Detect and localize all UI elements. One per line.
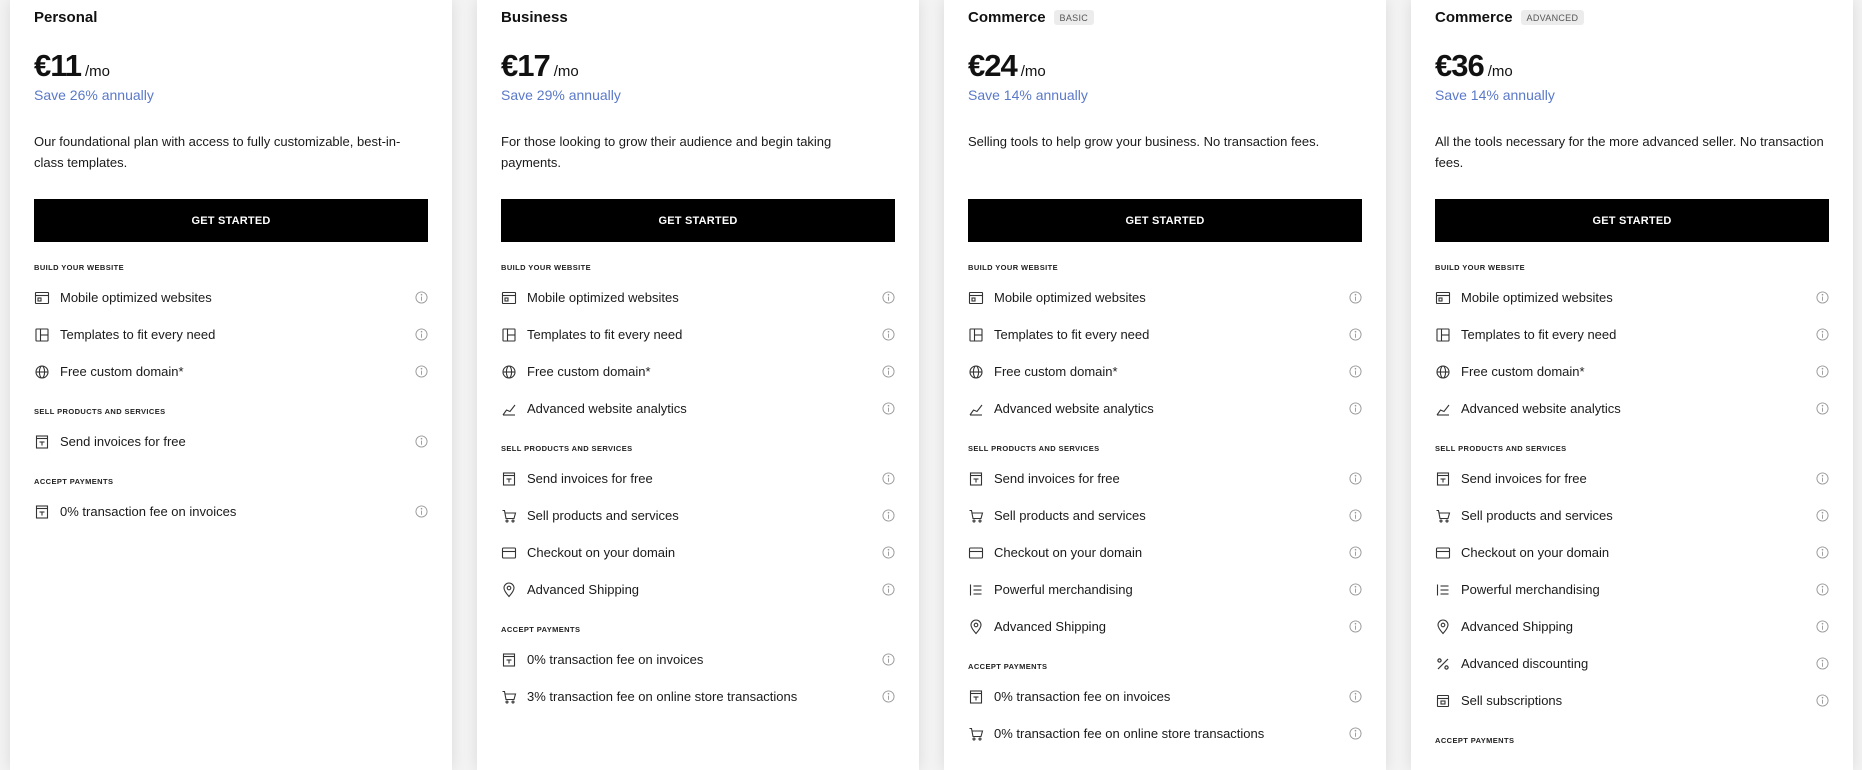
info-icon[interactable] bbox=[882, 472, 895, 485]
feature-label: Templates to fit every need bbox=[1461, 327, 1617, 342]
feature-label: 0% transaction fee on invoices bbox=[994, 689, 1171, 704]
feature-item bbox=[968, 460, 1362, 497]
analytics-icon bbox=[501, 401, 517, 417]
info-icon[interactable] bbox=[1349, 546, 1362, 559]
info-icon[interactable] bbox=[1349, 620, 1362, 633]
feature-label: Mobile optimized websites bbox=[994, 290, 1146, 305]
card-icon bbox=[501, 545, 517, 561]
card-icon bbox=[968, 545, 984, 561]
info-icon[interactable] bbox=[1816, 657, 1829, 670]
feature-label: 0% transaction fee on invoices bbox=[60, 504, 237, 519]
plan-price-period: /mo bbox=[553, 63, 579, 80]
invoice-icon bbox=[34, 434, 50, 450]
feature-label: Free custom domain* bbox=[1461, 364, 1585, 379]
info-icon[interactable] bbox=[1816, 328, 1829, 341]
info-icon[interactable] bbox=[1349, 509, 1362, 522]
feature-item bbox=[968, 353, 1362, 390]
plan-name: Personal bbox=[34, 9, 98, 26]
feature-label: Send invoices for free bbox=[60, 434, 186, 449]
feature-item bbox=[968, 715, 1362, 752]
plan-annual-savings: Save 26% annually bbox=[34, 87, 154, 103]
feature-item bbox=[34, 493, 428, 530]
cart-icon bbox=[501, 508, 517, 524]
plan-card-personal bbox=[10, 0, 452, 770]
plan-price-period: /mo bbox=[1020, 63, 1046, 80]
plan-name: Commerce bbox=[968, 9, 1046, 26]
info-icon[interactable] bbox=[415, 328, 428, 341]
feature-label: 3% transaction fee on online store transactions bbox=[527, 689, 798, 704]
plan-feature-list bbox=[501, 257, 895, 726]
globe-icon bbox=[968, 364, 984, 380]
feature-section bbox=[34, 401, 428, 460]
info-icon[interactable] bbox=[1349, 690, 1362, 703]
plan-price-period: /mo bbox=[85, 63, 111, 80]
plan-price: €11 bbox=[34, 48, 82, 83]
list-icon bbox=[1435, 582, 1451, 598]
feature-item bbox=[1435, 497, 1829, 534]
layout-icon bbox=[1435, 327, 1451, 343]
info-icon[interactable] bbox=[1816, 365, 1829, 378]
plan-header bbox=[1435, 9, 1584, 26]
info-icon[interactable] bbox=[1349, 328, 1362, 341]
feature-item bbox=[968, 534, 1362, 571]
plan-tier-badge: BASIC bbox=[1054, 10, 1095, 25]
analytics-icon bbox=[1435, 401, 1451, 417]
feature-item bbox=[501, 390, 895, 427]
cart-icon bbox=[1435, 508, 1451, 524]
feature-label: Free custom domain* bbox=[994, 364, 1118, 379]
feature-section-title: ACCEPT PAYMENTS bbox=[968, 662, 1048, 671]
feature-section-title: BUILD YOUR WEBSITE bbox=[1435, 263, 1525, 272]
info-icon[interactable] bbox=[415, 505, 428, 518]
feature-section bbox=[34, 257, 428, 390]
info-icon[interactable] bbox=[882, 509, 895, 522]
cart-icon bbox=[968, 726, 984, 742]
plan-tier-badge: ADVANCED bbox=[1521, 10, 1585, 25]
plan-annual-savings: Save 14% annually bbox=[1435, 87, 1555, 103]
feature-section-title: ACCEPT PAYMENTS bbox=[501, 625, 581, 634]
get-started-button[interactable]: GET STARTED bbox=[501, 199, 895, 242]
feature-section-title: SELL PRODUCTS AND SERVICES bbox=[501, 444, 633, 453]
plan-price-row bbox=[501, 48, 579, 84]
feature-item bbox=[501, 678, 895, 715]
plan-feature-list bbox=[968, 257, 1362, 763]
feature-label: Free custom domain* bbox=[527, 364, 651, 379]
feature-item bbox=[1435, 279, 1829, 316]
info-icon[interactable] bbox=[415, 365, 428, 378]
info-icon[interactable] bbox=[1816, 402, 1829, 415]
get-started-button[interactable]: GET STARTED bbox=[968, 199, 1362, 242]
plan-description: All the tools necessary for the more advanced seller. No transaction fees. bbox=[1435, 134, 1824, 170]
plan-name: Commerce bbox=[1435, 9, 1513, 26]
subscription-icon bbox=[1435, 693, 1451, 709]
info-icon[interactable] bbox=[415, 291, 428, 304]
get-started-button[interactable]: GET STARTED bbox=[1435, 199, 1829, 242]
feature-label: Send invoices for free bbox=[527, 471, 653, 486]
plan-feature-list bbox=[34, 257, 428, 541]
feature-section-title: BUILD YOUR WEBSITE bbox=[968, 263, 1058, 272]
feature-label: Sell products and services bbox=[994, 508, 1146, 523]
plan-description: Our foundational plan with access to fully customizable, best-in-class templates. bbox=[34, 134, 401, 170]
feature-label: Advanced discounting bbox=[1461, 656, 1589, 671]
plan-price-row bbox=[1435, 48, 1513, 84]
feature-section-title: ACCEPT PAYMENTS bbox=[34, 477, 114, 486]
info-icon[interactable] bbox=[1816, 620, 1829, 633]
plan-card-commerce-advanced bbox=[1411, 0, 1853, 770]
browser-icon bbox=[1435, 290, 1451, 306]
feature-label: Advanced website analytics bbox=[527, 401, 687, 416]
feature-label: Powerful merchandising bbox=[994, 582, 1133, 597]
feature-section bbox=[968, 656, 1362, 752]
feature-item bbox=[1435, 316, 1829, 353]
feature-section bbox=[501, 257, 895, 427]
info-icon[interactable] bbox=[1349, 472, 1362, 485]
cart-icon bbox=[501, 689, 517, 705]
browser-icon bbox=[34, 290, 50, 306]
browser-icon bbox=[968, 290, 984, 306]
feature-section bbox=[1435, 730, 1829, 752]
feature-item bbox=[1435, 353, 1829, 390]
plan-price-row bbox=[34, 48, 110, 84]
feature-section bbox=[34, 471, 428, 530]
feature-label: 0% transaction fee on invoices bbox=[527, 652, 704, 667]
cart-icon bbox=[968, 508, 984, 524]
globe-icon bbox=[1435, 364, 1451, 380]
feature-label: Checkout on your domain bbox=[994, 545, 1143, 560]
feature-label: Advanced Shipping bbox=[994, 619, 1107, 634]
feature-item bbox=[968, 390, 1362, 427]
feature-item bbox=[968, 571, 1362, 608]
info-icon[interactable] bbox=[882, 365, 895, 378]
plan-price-period: /mo bbox=[1487, 63, 1513, 80]
plan-annual-savings: Save 29% annually bbox=[501, 87, 621, 103]
plan-header bbox=[968, 9, 1094, 26]
feature-section-title: BUILD YOUR WEBSITE bbox=[501, 263, 591, 272]
plan-price: €17 bbox=[501, 48, 550, 83]
feature-item bbox=[968, 279, 1362, 316]
feature-item bbox=[501, 279, 895, 316]
plan-header bbox=[501, 9, 568, 26]
invoice-icon bbox=[501, 471, 517, 487]
plan-header bbox=[34, 9, 97, 26]
feature-item bbox=[501, 571, 895, 608]
feature-item bbox=[501, 316, 895, 353]
feature-label: Mobile optimized websites bbox=[60, 290, 212, 305]
feature-item bbox=[501, 460, 895, 497]
info-icon[interactable] bbox=[882, 402, 895, 415]
feature-item bbox=[968, 678, 1362, 715]
invoice-icon bbox=[968, 471, 984, 487]
feature-label: Advanced website analytics bbox=[1461, 401, 1621, 416]
feature-item bbox=[1435, 645, 1829, 682]
plan-name: Business bbox=[501, 9, 568, 26]
info-icon[interactable] bbox=[1349, 583, 1362, 596]
feature-item bbox=[1435, 534, 1829, 571]
info-icon[interactable] bbox=[1816, 472, 1829, 485]
feature-label: Send invoices for free bbox=[1461, 471, 1587, 486]
feature-section-title: SELL PRODUCTS AND SERVICES bbox=[968, 444, 1100, 453]
info-icon[interactable] bbox=[1349, 727, 1362, 740]
globe-icon bbox=[501, 364, 517, 380]
feature-item bbox=[501, 641, 895, 678]
feature-label: Free custom domain* bbox=[60, 364, 184, 379]
info-icon[interactable] bbox=[1349, 402, 1362, 415]
invoice-icon bbox=[34, 504, 50, 520]
location-pin-icon bbox=[1435, 619, 1451, 635]
feature-label: Checkout on your domain bbox=[527, 545, 676, 560]
info-icon[interactable] bbox=[882, 328, 895, 341]
feature-section-title: ACCEPT PAYMENTS bbox=[1435, 736, 1515, 745]
feature-label: Checkout on your domain bbox=[1461, 545, 1610, 560]
feature-label: Sell subscriptions bbox=[1461, 693, 1563, 708]
info-icon[interactable] bbox=[882, 653, 895, 666]
feature-item bbox=[1435, 571, 1829, 608]
feature-section bbox=[1435, 257, 1829, 427]
plan-feature-list bbox=[1435, 257, 1829, 763]
plan-price-row bbox=[968, 48, 1046, 84]
feature-label: Sell products and services bbox=[527, 508, 679, 523]
feature-item bbox=[34, 316, 428, 353]
feature-section bbox=[968, 438, 1362, 645]
feature-label: Send invoices for free bbox=[994, 471, 1120, 486]
feature-section bbox=[501, 438, 895, 608]
feature-item bbox=[34, 279, 428, 316]
layout-icon bbox=[968, 327, 984, 343]
card-icon bbox=[1435, 545, 1451, 561]
feature-item bbox=[968, 608, 1362, 645]
feature-label: Mobile optimized websites bbox=[1461, 290, 1613, 305]
invoice-icon bbox=[968, 689, 984, 705]
layout-icon bbox=[501, 327, 517, 343]
feature-label: 0% transaction fee on online store transactions bbox=[994, 726, 1265, 741]
invoice-icon bbox=[1435, 471, 1451, 487]
feature-item bbox=[1435, 608, 1829, 645]
feature-item bbox=[968, 316, 1362, 353]
plan-price: €24 bbox=[968, 48, 1017, 83]
feature-section-title: SELL PRODUCTS AND SERVICES bbox=[34, 407, 166, 416]
info-icon[interactable] bbox=[1349, 365, 1362, 378]
info-icon[interactable] bbox=[882, 583, 895, 596]
plan-description: Selling tools to help grow your business. No transaction fees. bbox=[968, 134, 1320, 149]
info-icon[interactable] bbox=[882, 546, 895, 559]
invoice-icon bbox=[501, 652, 517, 668]
percent-icon bbox=[1435, 656, 1451, 672]
feature-item bbox=[34, 423, 428, 460]
feature-item bbox=[968, 497, 1362, 534]
feature-item bbox=[501, 534, 895, 571]
list-icon bbox=[968, 582, 984, 598]
info-icon[interactable] bbox=[1816, 291, 1829, 304]
location-pin-icon bbox=[968, 619, 984, 635]
feature-item bbox=[1435, 390, 1829, 427]
info-icon[interactable] bbox=[1816, 509, 1829, 522]
plan-price: €36 bbox=[1435, 48, 1484, 83]
plan-annual-savings: Save 14% annually bbox=[968, 87, 1088, 103]
location-pin-icon bbox=[501, 582, 517, 598]
info-icon[interactable] bbox=[1816, 583, 1829, 596]
feature-label: Mobile optimized websites bbox=[527, 290, 679, 305]
plan-card-commerce-basic bbox=[944, 0, 1386, 770]
feature-item bbox=[1435, 460, 1829, 497]
feature-section-title: BUILD YOUR WEBSITE bbox=[34, 263, 124, 272]
browser-icon bbox=[501, 290, 517, 306]
feature-item bbox=[501, 353, 895, 390]
feature-label: Advanced Shipping bbox=[1461, 619, 1574, 634]
info-icon[interactable] bbox=[415, 435, 428, 448]
plan-card-business bbox=[477, 0, 919, 770]
info-icon[interactable] bbox=[1816, 694, 1829, 707]
feature-label: Templates to fit every need bbox=[60, 327, 216, 342]
feature-label: Advanced Shipping bbox=[527, 582, 640, 597]
info-icon[interactable] bbox=[882, 291, 895, 304]
analytics-icon bbox=[968, 401, 984, 417]
feature-item bbox=[34, 353, 428, 390]
feature-item bbox=[1435, 682, 1829, 719]
feature-label: Powerful merchandising bbox=[1461, 582, 1600, 597]
feature-label: Templates to fit every need bbox=[527, 327, 683, 342]
feature-item bbox=[501, 497, 895, 534]
layout-icon bbox=[34, 327, 50, 343]
feature-label: Advanced website analytics bbox=[994, 401, 1154, 416]
feature-section bbox=[1435, 438, 1829, 719]
plan-description: For those looking to grow their audience and begin taking payments. bbox=[501, 134, 832, 170]
globe-icon bbox=[34, 364, 50, 380]
info-icon[interactable] bbox=[1349, 291, 1362, 304]
get-started-button[interactable]: GET STARTED bbox=[34, 199, 428, 242]
feature-section-title: SELL PRODUCTS AND SERVICES bbox=[1435, 444, 1567, 453]
feature-label: Templates to fit every need bbox=[994, 327, 1150, 342]
feature-section bbox=[501, 619, 895, 715]
info-icon[interactable] bbox=[1816, 546, 1829, 559]
feature-section bbox=[968, 257, 1362, 427]
info-icon[interactable] bbox=[882, 690, 895, 703]
feature-label: Sell products and services bbox=[1461, 508, 1613, 523]
